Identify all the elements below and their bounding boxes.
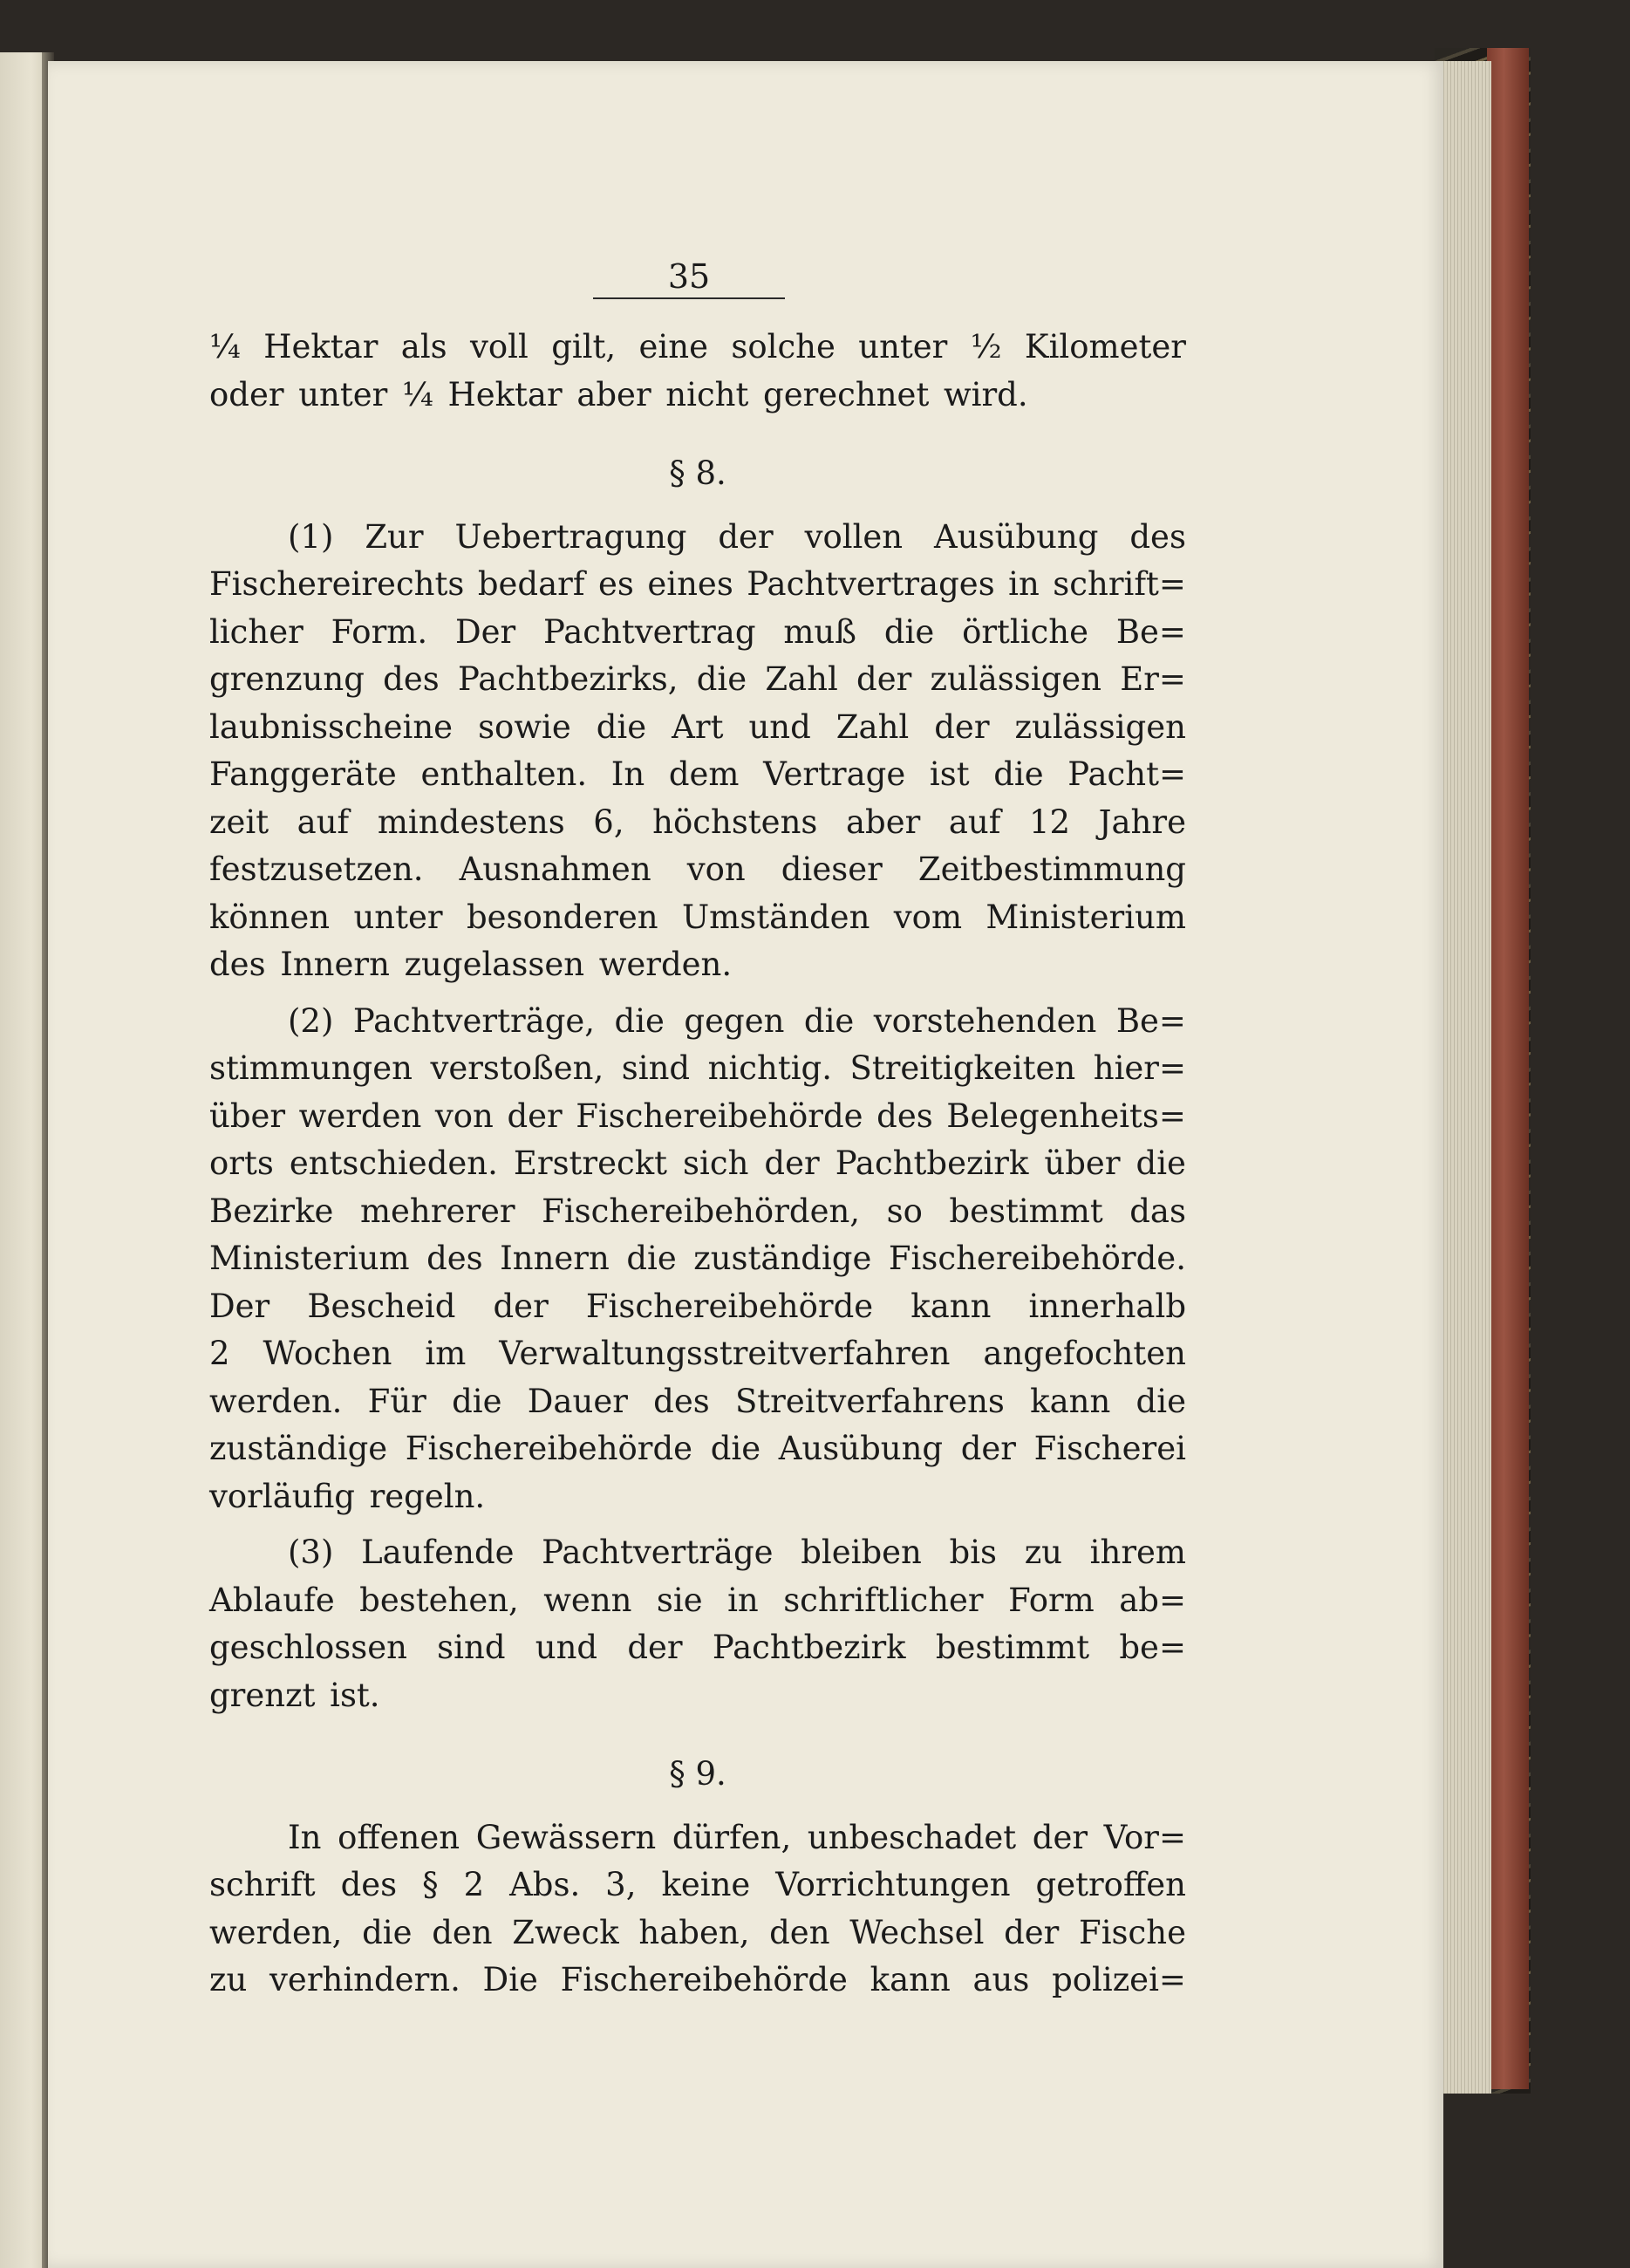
text-line <box>209 561 1186 609</box>
word: wenn <box>543 1581 632 1619</box>
paragraph <box>209 1814 1186 2005</box>
word: 2 <box>463 1866 485 1903</box>
book-page <box>48 61 1443 2268</box>
word: Bescheid <box>307 1287 456 1325</box>
word: festzusetzen. <box>209 850 424 888</box>
text-line <box>209 941 1186 989</box>
text-line <box>209 1672 1186 1720</box>
text-line <box>209 1425 1186 1473</box>
page-number: 35 <box>593 257 785 299</box>
word: entschieden. <box>289 1144 498 1182</box>
text-line <box>209 1235 1186 1283</box>
word: Belegenheits= <box>946 1096 1186 1135</box>
word: des <box>426 1240 483 1277</box>
word: nicht <box>665 375 749 413</box>
word: solche <box>731 328 835 365</box>
word: und <box>535 1629 598 1666</box>
word: von <box>434 1096 494 1135</box>
word: ist. <box>330 1676 380 1714</box>
word: vorläufig <box>209 1477 355 1515</box>
word: der <box>507 1096 563 1135</box>
text-line <box>209 324 1186 372</box>
word: die <box>803 1001 855 1040</box>
word: gegen <box>684 1001 785 1040</box>
word: schrift <box>209 1866 316 1903</box>
word: Jahre <box>1098 803 1186 841</box>
text-line <box>209 1188 1186 1236</box>
word: oder <box>209 375 284 413</box>
word: zulässigen <box>1014 707 1186 746</box>
word: Fischereibehörden, <box>542 1192 861 1230</box>
word: Hektar <box>263 328 379 365</box>
word: örtliche <box>962 612 1089 651</box>
text-line <box>209 1045 1186 1093</box>
text-line <box>209 1378 1186 1426</box>
header-gap <box>209 299 1186 324</box>
word: Gewässern <box>475 1818 657 1856</box>
word: Ministerium <box>986 898 1186 936</box>
word: vom <box>893 898 963 936</box>
word: Hektar <box>447 375 563 413</box>
word: den <box>432 1913 493 1951</box>
word: eine <box>638 328 708 365</box>
paragraph-gap <box>209 1719 1186 1728</box>
word: des <box>1129 517 1186 556</box>
word: die <box>696 660 747 698</box>
word: (2) <box>288 1001 334 1040</box>
word: Fischereirechts <box>209 565 465 603</box>
word: Pachtbezirk <box>835 1144 1029 1182</box>
word: eines <box>647 565 733 603</box>
word: licher <box>209 612 303 651</box>
paragraph-gap <box>209 419 1186 427</box>
word: regeln. <box>369 1477 486 1515</box>
word: 2 <box>209 1335 230 1372</box>
word: (3) <box>288 1534 334 1571</box>
word: sind <box>621 1049 691 1087</box>
word: zu <box>1024 1534 1063 1571</box>
word: unter <box>858 328 948 365</box>
word: Innern <box>280 946 390 983</box>
word: stimmungen <box>209 1049 413 1087</box>
word: Fischereibehörde <box>576 1096 863 1135</box>
word: Streitigkeiten <box>849 1049 1076 1087</box>
word: bestehen, <box>359 1581 519 1619</box>
word: Fische <box>1079 1913 1186 1951</box>
word: sich <box>683 1144 749 1182</box>
word: die <box>614 1001 665 1040</box>
text-line <box>209 1957 1186 2005</box>
word: zulässigen <box>930 660 1101 698</box>
text-line <box>209 1283 1186 1331</box>
word: hier= <box>1093 1049 1186 1087</box>
text-line <box>209 1140 1186 1188</box>
word: die <box>710 1430 761 1467</box>
word: bleiben <box>801 1534 922 1571</box>
word: die <box>362 1913 413 1951</box>
word: laubnisscheine <box>209 707 454 746</box>
section-heading: § 9. <box>669 1755 726 1793</box>
word: des <box>340 1866 398 1903</box>
word: Abs. <box>509 1866 581 1903</box>
word: Vor= <box>1103 1818 1186 1856</box>
word: zugelassen <box>404 946 585 983</box>
word: ¼ <box>209 328 241 365</box>
word: vorstehenden <box>873 1001 1097 1040</box>
word: Uebertragung <box>454 517 687 556</box>
word: Zahl <box>835 707 910 746</box>
paragraph <box>209 1529 1186 1719</box>
word: der <box>1004 1913 1060 1951</box>
word: schriftlicher <box>783 1581 984 1619</box>
word: das <box>1129 1192 1186 1230</box>
text-line <box>209 656 1186 704</box>
text-line <box>209 1473 1186 1521</box>
word: Der <box>454 612 516 651</box>
text-line <box>209 1909 1186 1957</box>
word: der <box>718 517 774 556</box>
word: Zeitbestimmung <box>917 850 1186 888</box>
text-line <box>209 1624 1186 1672</box>
word: In <box>288 1818 322 1856</box>
word: des <box>876 1096 933 1135</box>
word: verstoßen, <box>430 1049 604 1087</box>
word: Erstreckt <box>513 1144 668 1182</box>
word: zu <box>209 1961 248 1998</box>
leather-cover-edge <box>1487 48 1529 2089</box>
word: Ablaufe <box>209 1581 335 1619</box>
text-line <box>209 1529 1186 1577</box>
word: Fanggeräte <box>209 755 397 793</box>
word: Form <box>1008 1581 1095 1619</box>
word: ¼ <box>401 375 433 413</box>
word: ab= <box>1119 1581 1186 1619</box>
word: über <box>1044 1144 1121 1182</box>
word: besonderen <box>466 898 658 936</box>
word: Ministerium <box>209 1240 410 1277</box>
word: angefochten <box>983 1335 1186 1372</box>
word: die <box>452 1382 502 1420</box>
word: werden. <box>598 946 733 983</box>
text-line <box>209 894 1186 942</box>
word: Wochen <box>263 1335 392 1372</box>
word: 3, <box>605 1866 637 1903</box>
word: der <box>627 1629 683 1666</box>
word: bis <box>949 1534 998 1571</box>
word: Fischerei <box>1033 1430 1186 1467</box>
word: Pachtverträge <box>542 1534 774 1571</box>
word: Laufende <box>361 1534 515 1571</box>
text-line <box>209 846 1186 894</box>
text-blocks <box>209 324 1186 2013</box>
text-line <box>209 1814 1186 1862</box>
word: wird. <box>943 375 1028 413</box>
word: gerechnet <box>763 375 930 413</box>
word: grenzung <box>209 660 365 698</box>
word: Wechsel <box>849 1913 985 1951</box>
word: schrift= <box>1053 565 1186 603</box>
word: Streitverfahrens <box>734 1382 1005 1420</box>
word: verhindern. <box>269 1961 460 1998</box>
word: bestimmt <box>935 1629 1090 1666</box>
word: Verwaltungsstreitverfahren <box>499 1335 951 1372</box>
word: unter <box>353 898 443 936</box>
word: dieser <box>781 850 883 888</box>
word: von <box>686 850 746 888</box>
word: zuständige <box>693 1240 872 1277</box>
word: den <box>769 1913 830 1951</box>
word: Form. <box>331 612 428 651</box>
text-line <box>209 1862 1186 1909</box>
word: Vorrichtungen <box>775 1866 1011 1903</box>
text-line <box>209 372 1186 420</box>
word: Pachtvertrag <box>543 612 756 651</box>
word: des <box>653 1382 710 1420</box>
word: aber <box>845 803 921 841</box>
word: Pachtbezirk <box>712 1629 906 1666</box>
word: auf <box>297 803 350 841</box>
word: die <box>1136 1382 1186 1420</box>
text-line <box>209 704 1186 752</box>
word: kann <box>1030 1382 1111 1420</box>
word: Ausübung <box>934 517 1099 556</box>
word: der <box>493 1287 549 1325</box>
text-line <box>209 998 1186 1046</box>
word: zuständige <box>209 1430 388 1467</box>
word: Dauer <box>527 1382 628 1420</box>
word: mehrerer <box>359 1192 515 1230</box>
word: Pachtbezirks, <box>457 660 679 698</box>
word: des <box>383 660 440 698</box>
section-heading: § 8. <box>669 454 726 492</box>
text-line <box>209 609 1186 657</box>
word: innerhalb <box>1028 1287 1186 1325</box>
word: geschlossen <box>209 1629 407 1666</box>
word: Bezirke <box>209 1192 334 1230</box>
text-line <box>209 1093 1186 1141</box>
word: die <box>883 612 935 651</box>
word: dürfen, <box>672 1818 792 1856</box>
word: Fischereibehörde <box>585 1287 874 1325</box>
word: zeit <box>209 803 269 841</box>
word: Pachtvertrages <box>747 565 995 603</box>
word: In <box>610 755 645 793</box>
word: Art <box>672 707 724 746</box>
paragraph <box>209 514 1186 989</box>
word: Der <box>209 1287 270 1325</box>
word: werden <box>298 1096 422 1135</box>
paragraph <box>209 998 1186 1521</box>
word: kann <box>870 1961 951 1998</box>
word: Fischereibehörde. <box>888 1240 1186 1277</box>
word: die <box>1136 1144 1186 1182</box>
word: Die <box>482 1961 538 1998</box>
word: (1) <box>288 517 334 556</box>
word: und <box>748 707 811 746</box>
word: Für <box>367 1382 426 1420</box>
word: unbeschadet <box>807 1818 1017 1856</box>
word: der <box>934 707 990 746</box>
word: in <box>727 1581 759 1619</box>
paragraph <box>209 324 1186 419</box>
word: werden, <box>209 1913 343 1951</box>
word: es <box>598 565 634 603</box>
word: haben, <box>638 1913 750 1951</box>
word: Innern <box>500 1240 610 1277</box>
word: Vertrage <box>763 755 906 793</box>
word: unter <box>298 375 388 413</box>
word: aus <box>972 1961 1030 1998</box>
text-line <box>209 1577 1186 1625</box>
word: die <box>626 1240 677 1277</box>
text-line <box>209 751 1186 799</box>
word: sind <box>437 1629 506 1666</box>
word: Be= <box>1115 612 1186 651</box>
word: ihrem <box>1089 1534 1186 1571</box>
word: der <box>856 660 912 698</box>
word: voll <box>470 328 529 365</box>
word: Pacht= <box>1067 755 1186 793</box>
word: Be= <box>1115 1001 1186 1040</box>
word: polizei= <box>1052 1961 1186 1998</box>
word: be= <box>1119 1629 1186 1666</box>
word: die <box>993 755 1044 793</box>
text-line <box>209 799 1186 847</box>
word: enthalten. <box>420 755 588 793</box>
word: 12 <box>1029 803 1071 841</box>
page-text <box>209 196 1186 2013</box>
word: getroffen <box>1035 1866 1186 1903</box>
word: über <box>209 1096 286 1135</box>
word: Zweck <box>512 1913 619 1951</box>
text-line <box>209 1330 1186 1378</box>
text-line <box>209 514 1186 562</box>
word: Fischereibehörde <box>560 1961 848 1998</box>
word: mindestens <box>377 803 565 841</box>
word: muß <box>783 612 856 651</box>
word: der <box>1032 1818 1088 1856</box>
word: Fischereibehörde <box>405 1430 693 1467</box>
word: auf <box>948 803 1001 841</box>
word: gilt, <box>551 328 617 365</box>
word: grenzt <box>209 1676 316 1714</box>
word: Er= <box>1120 660 1186 698</box>
word: Zahl <box>765 660 838 698</box>
word: so <box>886 1192 923 1230</box>
word: der <box>764 1144 820 1182</box>
paragraph-gap <box>209 2005 1186 2013</box>
word: Ausnahmen <box>459 850 651 888</box>
paragraph-gap <box>209 1520 1186 1529</box>
paragraph-gap <box>209 989 1186 998</box>
word: dem <box>668 755 740 793</box>
word: nichtig. <box>707 1049 832 1087</box>
word: als <box>400 328 447 365</box>
word: höchstens <box>652 803 818 841</box>
word: vollen <box>804 517 904 556</box>
word: in <box>1008 565 1040 603</box>
word: 6, <box>593 803 624 841</box>
word: ist <box>929 755 970 793</box>
word: kann <box>910 1287 992 1325</box>
word: Zur <box>365 517 424 556</box>
word: offenen <box>338 1818 460 1856</box>
word: aber <box>576 375 651 413</box>
word: keine <box>661 1866 751 1903</box>
word: die <box>596 707 647 746</box>
word: sowie <box>478 707 571 746</box>
word: ½ <box>970 328 1002 365</box>
word: Ausübung <box>778 1430 944 1467</box>
word: § <box>422 1866 439 1903</box>
word: sie <box>656 1581 703 1619</box>
word: Pachtverträge, <box>352 1001 596 1040</box>
word: Kilometer <box>1024 328 1186 365</box>
word: bestimmt <box>949 1192 1103 1230</box>
word: orts <box>209 1144 274 1182</box>
word: des <box>209 946 266 983</box>
word: der <box>960 1430 1016 1467</box>
word: werden. <box>209 1382 343 1420</box>
word: Umständen <box>681 898 870 936</box>
word: bedarf <box>477 565 585 603</box>
word: im <box>425 1335 467 1372</box>
word: können <box>209 898 331 936</box>
